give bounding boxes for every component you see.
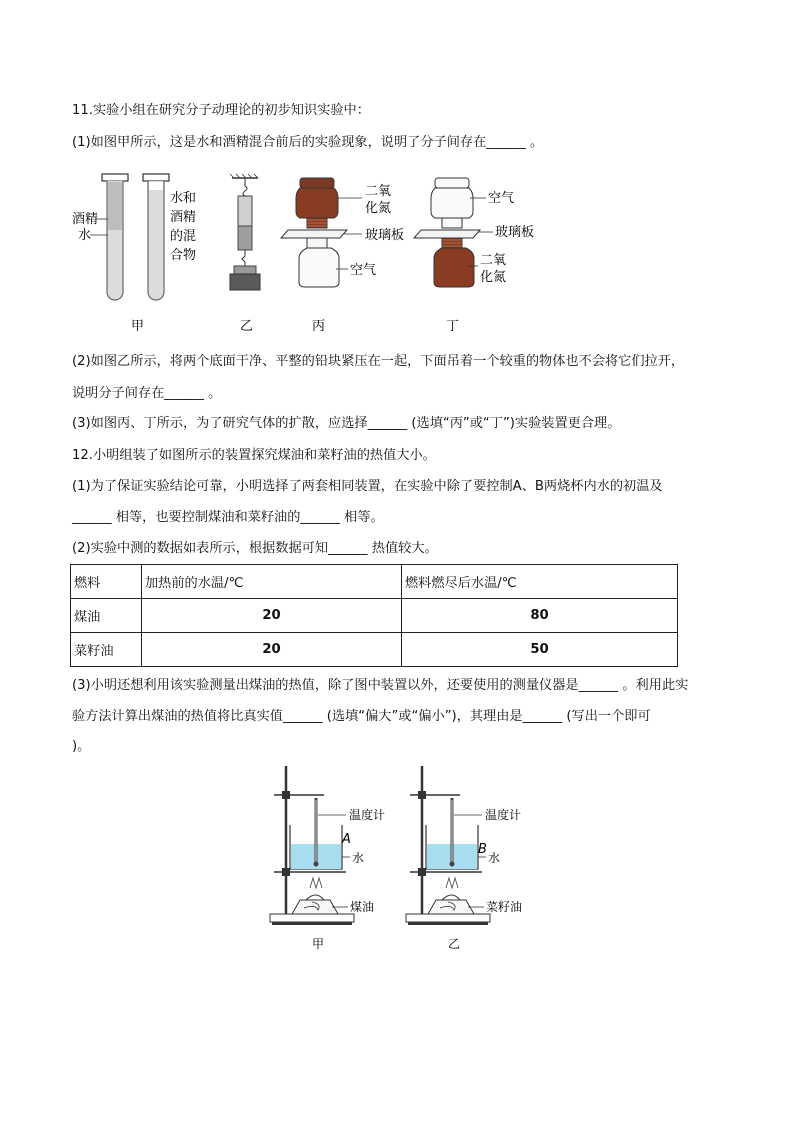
kerosene-label: 煤油 [350,900,375,914]
caption-ding: 丁 [446,319,460,334]
air-label-ding: 空气 [488,191,515,206]
table-cell: 菜籽油 [71,633,142,667]
q12-part1-line2: ______ 相等，也要控制煤油和菜籽油的______ 相等。 [72,510,384,525]
rapeseed-oil-label: 菜籽油 [486,900,523,914]
q11-part3: (3)如图丙、丁所示，为了研究气体的扩散，应选择______ (选填“丙”或“丁”)实验装置更合理。 [72,416,621,431]
q12-part3-line2: 验方法计算出煤油的热值将比真实值______ (选填“偏大”或“偏小”)，其理由是______ (写出一个即可 [72,709,651,724]
apparatus-bing [281,178,347,287]
thermometer-label-yi: 温度计 [485,808,522,822]
water-label-jia: 水 [352,851,365,865]
q12-part2: (2)实验中测的数据如表所示，根据数据可知______ 热值较大。 [72,541,438,556]
q11-part2-line2: 说明分子间存在______ 。 [72,386,222,401]
mixture-label-1: 水和 [170,191,197,206]
q12-part3-line1: (3)小明还想利用该实验测量出煤油的热值，除了图中装置以外，还要使用的测量仪器是______ 。利用此实 [72,678,689,693]
apparatus-ding [414,178,480,287]
q12-stem: 12.小明组装了如图所示的装置探究煤油和菜籽油的热值大小。 [72,448,436,463]
table-header-row [71,565,678,599]
table-cell: 20 [142,633,402,667]
test-tube-right [143,174,169,300]
q11-part1: (1)如图甲所示，这是水和酒精混合前后的实验现象，说明了分子间存在______ 。 [72,135,544,150]
water-label-yi: 水 [488,851,501,865]
water-label: 水 [78,228,92,243]
test-tube-left [102,174,128,300]
table-row [71,599,678,633]
no2-label-bing-1: 二氧 [365,184,392,199]
q12-part3-line3: )。 [72,739,91,754]
q11-stem: 11.实验小组在研究分子动理论的初步知识实验中： [72,103,370,118]
table-cell: 50 [402,633,678,667]
q12-figure [262,760,542,960]
table-header: 燃料燃尽后水温/℃ [402,565,678,599]
lead-blocks [230,174,260,290]
data-table [70,564,678,667]
q12-part1-line1: (1)为了保证实验结论可靠，小明选择了两套相同装置，在实验中除了要控制A、B两烧杯内水的初温及 [72,479,663,494]
caption-yi-2: 乙 [448,937,461,951]
caption-bing: 丙 [312,319,326,334]
table-header: 燃料 [71,565,142,599]
mixture-label-2: 酒精 [170,210,197,225]
mixture-label-4: 合物 [170,248,197,263]
label-a: A [342,832,351,847]
caption-jia-2: 甲 [312,937,325,951]
no2-label-ding-2: 化氮 [480,270,507,285]
air-label-bing: 空气 [350,263,377,278]
glass-label-ding: 玻璃板 [495,225,535,240]
table-cell: 20 [142,599,402,633]
alcohol-label: 酒精 [72,212,99,227]
caption-jia: 甲 [131,319,145,334]
mixture-label-3: 的混 [170,229,197,244]
glass-label-bing: 玻璃板 [365,228,405,243]
no2-label-bing-2: 化氮 [365,201,392,216]
q11-figure [60,168,560,338]
table-header: 加热前的水温/℃ [142,565,402,599]
no2-label-ding-1: 二氧 [480,253,507,268]
table-row [71,633,678,667]
thermometer-label-jia: 温度计 [349,808,386,822]
label-b: B [478,842,487,857]
caption-yi: 乙 [240,319,254,334]
table-cell: 煤油 [71,599,142,633]
table-cell: 80 [402,599,678,633]
q11-part2-line1: (2)如图乙所示，将两个底面干净、平整的铅块紧压在一起，下面吊着一个较重的物体也不会将它们拉开， [72,354,685,369]
